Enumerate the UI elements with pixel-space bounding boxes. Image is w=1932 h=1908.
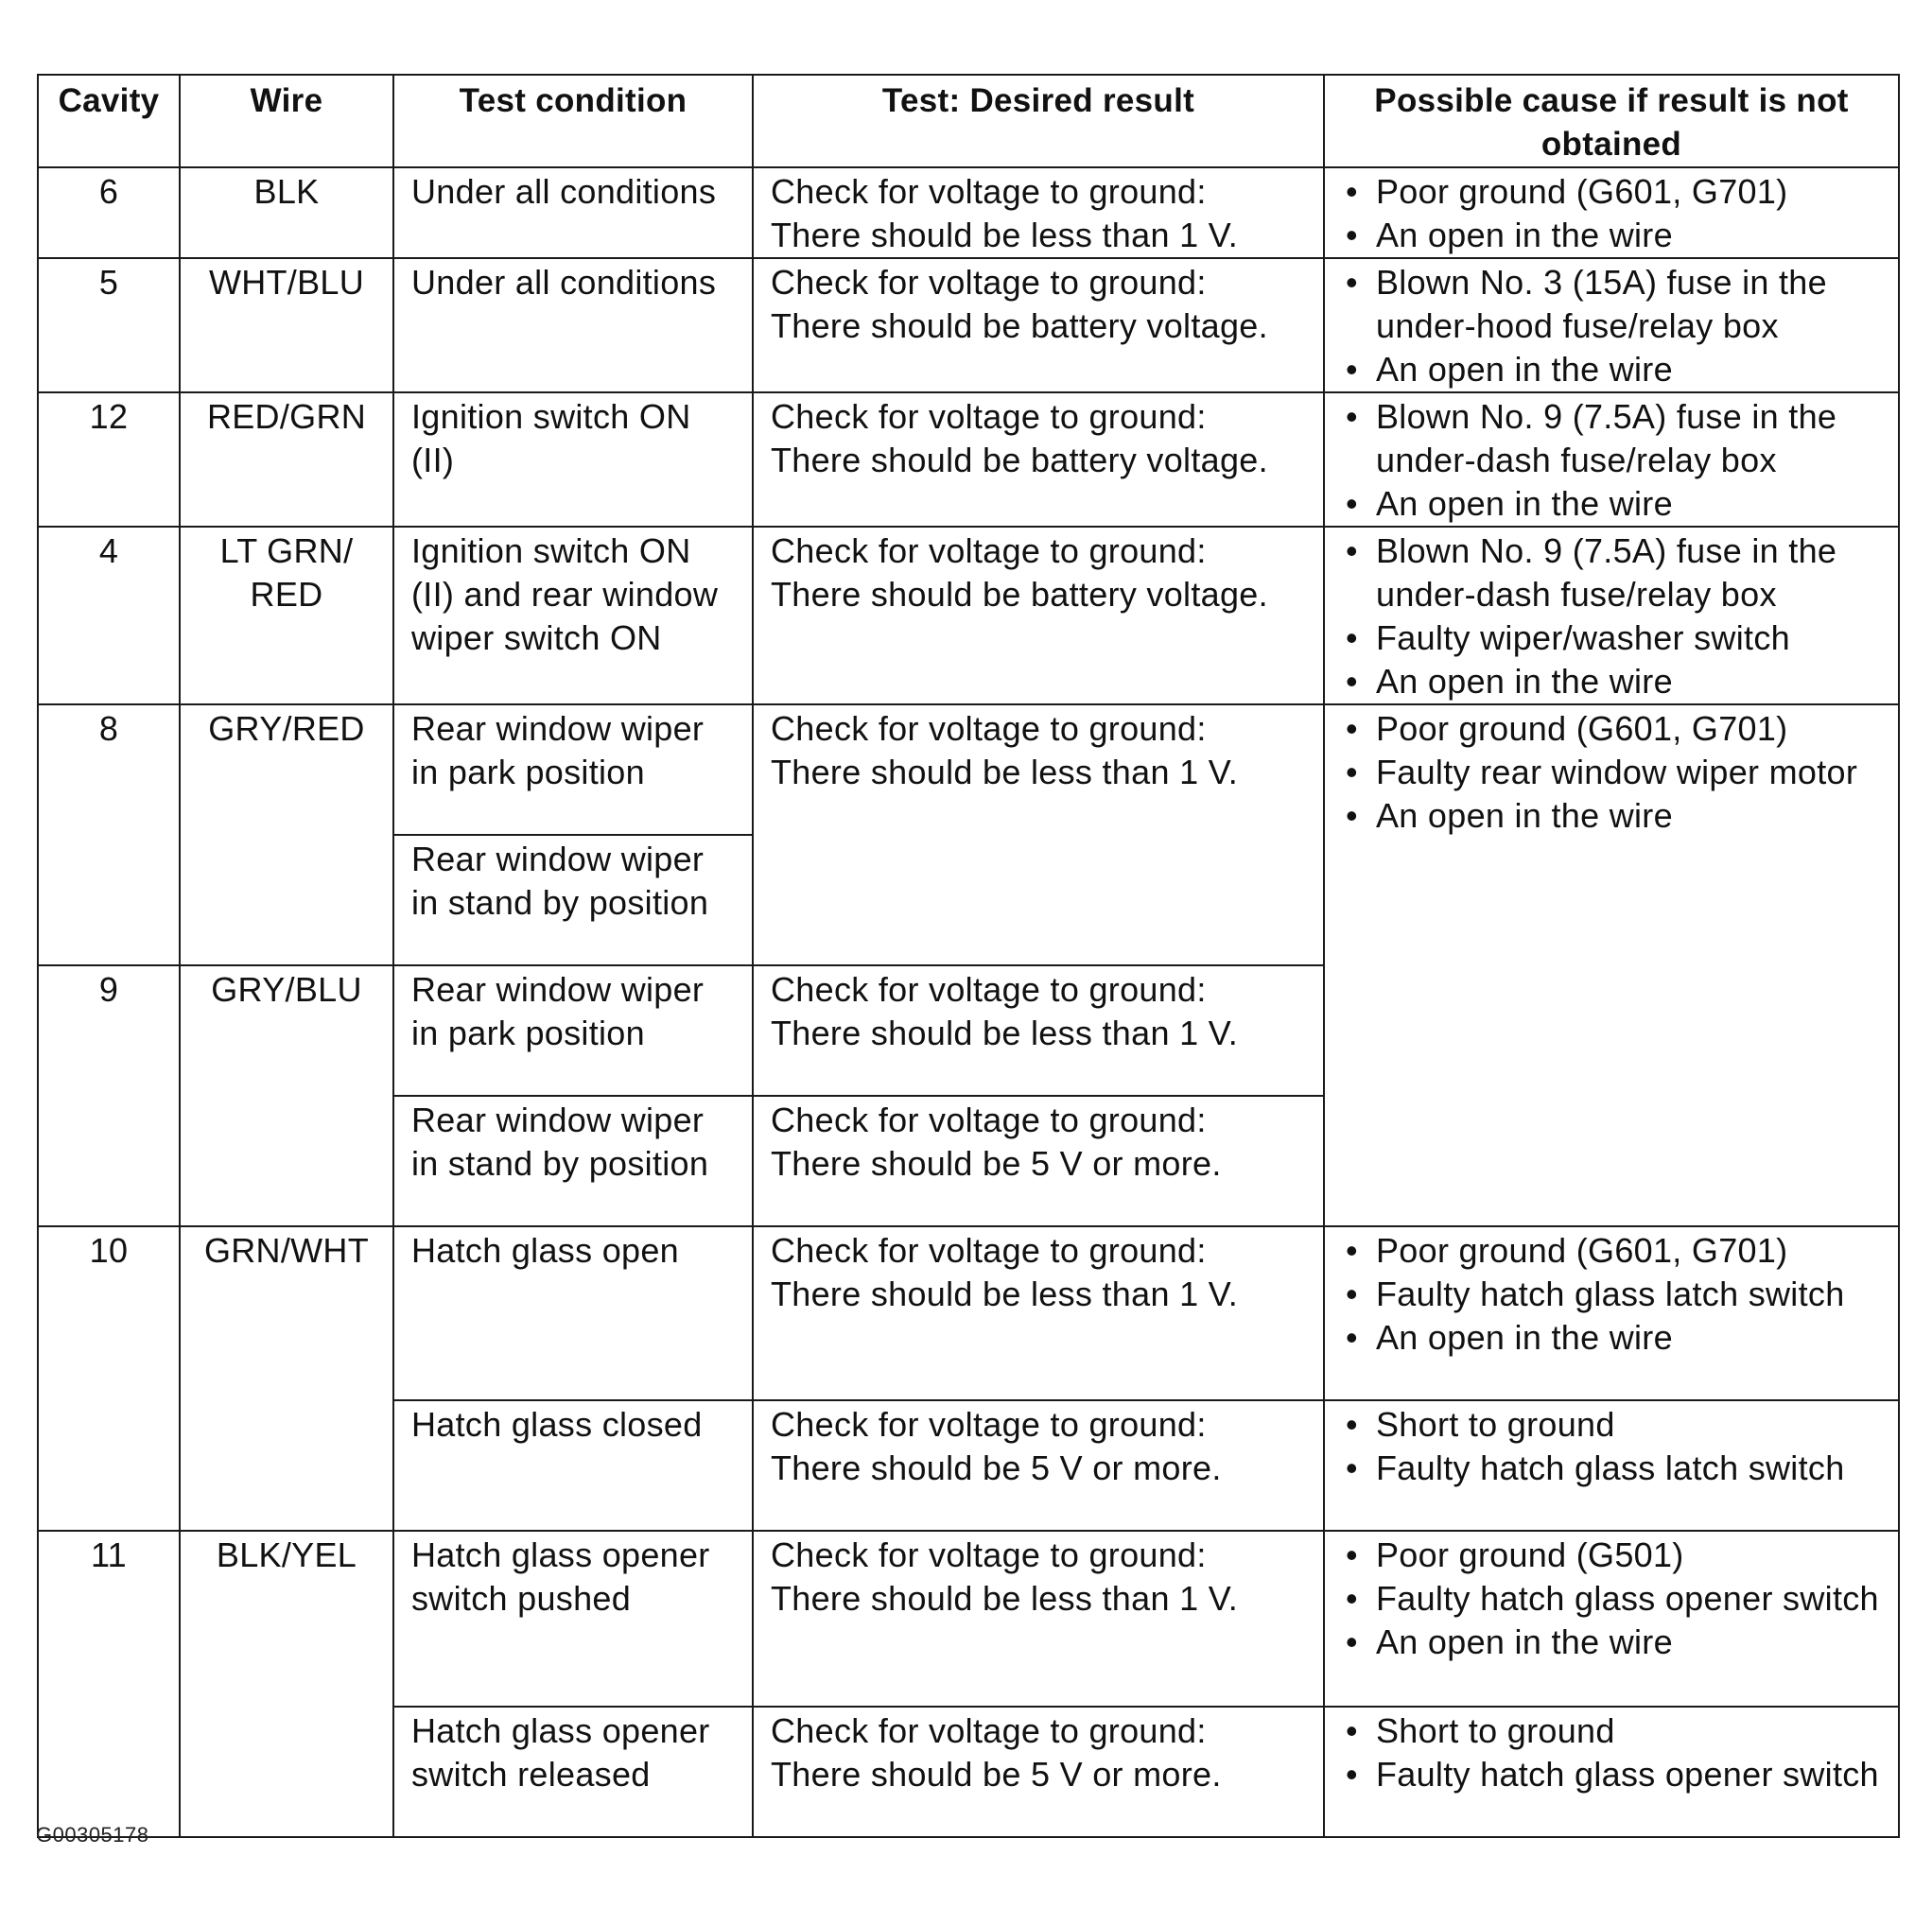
result-cell [753, 965, 1324, 1096]
header-condition: Test condition [393, 75, 753, 167]
cause-item: • Poor ground (G601, G701) [1342, 1229, 1883, 1273]
condition-cell: Hatch glass opener switch released [393, 1707, 753, 1837]
cause-item: • Blown No. 9 (7.5A) fuse in the under-dash fuse/relay box [1342, 529, 1883, 616]
table-row [38, 167, 1899, 258]
result-cell [753, 258, 1324, 392]
cause-item: • An open in the wire [1342, 660, 1883, 703]
wire-cell: GRN/WHT [180, 1226, 393, 1531]
result-line: There should be less than 1 V. [771, 753, 1238, 791]
header-cause: Possible cause if result is not obtained [1324, 75, 1899, 167]
cause-item: • An open in the wire [1342, 214, 1883, 257]
wire-cell: GRY/BLU [180, 965, 393, 1226]
condition-cell: Rear window wiper in stand by position [393, 835, 753, 965]
cause-list [1342, 1403, 1883, 1490]
condition-cell: Rear window wiper in park position [393, 704, 753, 835]
table-row [38, 1226, 1899, 1400]
result-line: There should be less than 1 V. [771, 1275, 1238, 1313]
result-line: Check for voltage to ground: [771, 1535, 1207, 1574]
result-cell [753, 527, 1324, 704]
header-row [38, 75, 1899, 167]
result-line: Check for voltage to ground: [771, 970, 1207, 1009]
cause-item: • Faulty hatch glass opener switch [1342, 1753, 1883, 1796]
cause-item: • Poor ground (G601, G701) [1342, 707, 1883, 751]
cause-item: • Poor ground (G601, G701) [1342, 170, 1883, 214]
result-line: Check for voltage to ground: [771, 1405, 1207, 1444]
condition-cell: Rear window wiper in stand by position [393, 1096, 753, 1226]
result-cell [753, 1400, 1324, 1531]
table-row [38, 527, 1899, 704]
result-line: There should be less than 1 V. [771, 1579, 1238, 1618]
cavity-cell: 11 [38, 1531, 180, 1837]
result-line: Check for voltage to ground: [771, 263, 1207, 302]
result-line: There should be battery voltage. [771, 575, 1268, 614]
condition-cell: Under all conditions [393, 167, 753, 258]
wire-cell: WHT/BLU [180, 258, 393, 392]
figure-code: G00305178 [36, 1823, 149, 1847]
cause-list [1342, 395, 1883, 526]
wire-cell: LT GRN/ RED [180, 527, 393, 704]
result-line: Check for voltage to ground: [771, 397, 1207, 436]
cause-item: • Poor ground (G501) [1342, 1534, 1883, 1577]
result-cell [753, 1531, 1324, 1707]
cause-list [1342, 1709, 1883, 1796]
cause-item: • An open in the wire [1342, 794, 1883, 838]
result-cell [753, 167, 1324, 258]
cavity-cell: 4 [38, 527, 180, 704]
cavity-cell: 12 [38, 392, 180, 527]
cause-cell [1324, 258, 1899, 392]
cause-item: • Faulty hatch glass latch switch [1342, 1273, 1883, 1316]
cause-item: • An open in the wire [1342, 1316, 1883, 1360]
cause-list [1342, 707, 1883, 838]
table-row [38, 1531, 1899, 1707]
table-row [38, 392, 1899, 527]
cause-cell [1324, 392, 1899, 527]
cause-item: • An open in the wire [1342, 1621, 1883, 1664]
condition-cell: Rear window wiper in park position [393, 965, 753, 1096]
cause-item: • An open in the wire [1342, 482, 1883, 526]
header-result: Test: Desired result [753, 75, 1324, 167]
result-line: There should be 5 V or more. [771, 1144, 1222, 1183]
header-wire: Wire [180, 75, 393, 167]
condition-cell: Hatch glass opener switch pushed [393, 1531, 753, 1707]
result-line: Check for voltage to ground: [771, 531, 1207, 570]
cause-item: • Faulty rear window wiper motor [1342, 751, 1883, 794]
cause-cell [1324, 1531, 1899, 1707]
cause-item: • Faulty hatch glass latch switch [1342, 1447, 1883, 1490]
table-row [38, 258, 1899, 392]
cause-item: • Faulty hatch glass opener switch [1342, 1577, 1883, 1621]
cause-cell [1324, 1400, 1899, 1531]
result-line: Check for voltage to ground: [771, 709, 1207, 748]
cause-item: • Short to ground [1342, 1403, 1883, 1447]
cause-list [1342, 1534, 1883, 1664]
cause-item: • Short to ground [1342, 1709, 1883, 1753]
result-cell [753, 704, 1324, 965]
cause-item: • Blown No. 9 (7.5A) fuse in the under-dash fuse/relay box [1342, 395, 1883, 482]
cause-item: • An open in the wire [1342, 348, 1883, 391]
cause-item: • Faulty wiper/washer switch [1342, 616, 1883, 660]
result-line: Check for voltage to ground: [771, 1231, 1207, 1270]
condition-cell: Hatch glass open [393, 1226, 753, 1400]
result-line: There should be battery voltage. [771, 441, 1268, 479]
condition-cell: Under all conditions [393, 258, 753, 392]
result-cell [753, 1707, 1324, 1837]
cause-list [1342, 529, 1883, 703]
condition-cell: Ignition switch ON (II) and rear window wiper switch ON [393, 527, 753, 704]
cause-cell [1324, 704, 1899, 1226]
result-line: Check for voltage to ground: [771, 172, 1207, 211]
result-cell [753, 1226, 1324, 1400]
result-line: There should be less than 1 V. [771, 1014, 1238, 1052]
cavity-cell: 10 [38, 1226, 180, 1531]
wire-cell: BLK/YEL [180, 1531, 393, 1837]
result-cell [753, 392, 1324, 527]
cause-list [1342, 1229, 1883, 1360]
result-line: There should be 5 V or more. [771, 1755, 1222, 1794]
cavity-cell: 8 [38, 704, 180, 965]
cavity-cell: 9 [38, 965, 180, 1226]
result-line: Check for voltage to ground: [771, 1101, 1207, 1139]
result-line: Check for voltage to ground: [771, 1711, 1207, 1750]
result-line: There should be less than 1 V. [771, 216, 1238, 254]
wire-cell: RED/GRN [180, 392, 393, 527]
header-cavity: Cavity [38, 75, 180, 167]
condition-cell: Hatch glass closed [393, 1400, 753, 1531]
result-cell [753, 1096, 1324, 1226]
table-row [38, 704, 1899, 835]
cause-cell [1324, 527, 1899, 704]
diagnostic-table [37, 74, 1900, 1838]
result-line: There should be 5 V or more. [771, 1448, 1222, 1487]
cause-list [1342, 170, 1883, 257]
cause-item: • Blown No. 3 (15A) fuse in the under-hood fuse/relay box [1342, 261, 1883, 348]
cause-cell [1324, 1707, 1899, 1837]
condition-cell: Ignition switch ON (II) [393, 392, 753, 527]
cause-list [1342, 261, 1883, 391]
wire-cell: BLK [180, 167, 393, 258]
cavity-cell: 5 [38, 258, 180, 392]
cause-cell [1324, 167, 1899, 258]
result-line: There should be battery voltage. [771, 306, 1268, 345]
cavity-cell: 6 [38, 167, 180, 258]
wire-cell: GRY/RED [180, 704, 393, 965]
cause-cell [1324, 1226, 1899, 1400]
